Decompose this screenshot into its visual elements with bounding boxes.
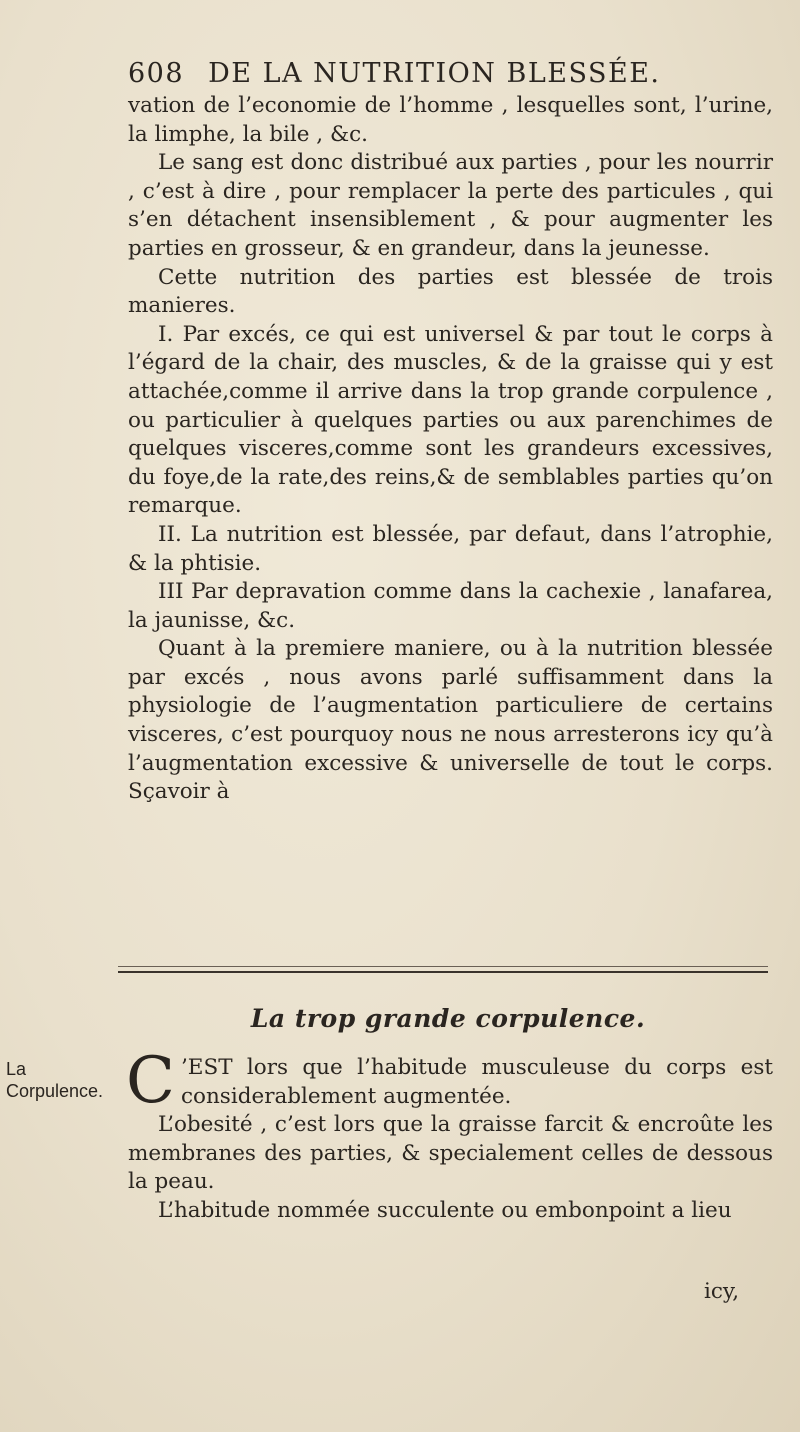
- section-paragraph-obesite: L’obesité , c’est lors que la graisse farcit & encroûte les membranes des parties, & specialement celles de dessous la peau.: [128, 1112, 773, 1195]
- running-title: DE LA NUTRITION BLESSÉE.: [208, 58, 661, 89]
- margin-note: La Corpulence.: [6, 1059, 104, 1101]
- main-text: [128, 92, 773, 807]
- paragraph-continuation: vation de l’economie de l’homme , lesquelles sont, l’urine, la limphe, la bile , &c.: [128, 93, 773, 147]
- drop-cap: C: [126, 1044, 175, 1118]
- paragraph-depravation: III Par depravation comme dans la cachexie , lanafarea, la jaunisse, &c.: [128, 579, 773, 633]
- page-number: 608: [128, 58, 185, 89]
- section-text: [126, 1044, 773, 1226]
- section-paragraph-habitude: L’habitude nommée succulente ou embonpoint a lieu: [158, 1197, 732, 1223]
- paragraph-sang: Le sang est donc distribué aux parties , pour les nourrir , c’est à dire , pour remplacer la perte des particules , qui s’en détachent insensiblement , & pour augmenter les parties en grosseur, & en grandeur, dans la jeunesse.: [128, 150, 773, 261]
- section-paragraph-1-text: ’EST lors que l’habitude musculeuse du corps est considerablement augmentée.: [180, 1055, 773, 1109]
- paragraph-exces: I. Par excés, ce qui est universel & par tout le corps à l’égard de la chair, des muscles, & de la graisse qui y est attachée,comme il arrive dans la trop grande corpulence , ou particulier à quelques parties ou aux parenchimes de quelques visceres,comme sont les grandeurs excessives, du foye,de la rate,des reins,& de semblables parties qu’on remarque.: [128, 321, 773, 519]
- running-header: [128, 58, 768, 89]
- section-paragraph-1: [126, 1044, 773, 1118]
- section-title: La trop grande corpulence.: [250, 1004, 646, 1033]
- paragraph-premiere-maniere: Quant à la premiere maniere, ou à la nutrition blessée par excés , nous avons parlé suffisamment dans la physiologie de l’augmentation particuliere de certains visceres, c’est pourquoy nous ne nous arresterons icy qu’à l’augmentation excessive & universelle de tout le corps. Sçavoir à: [128, 636, 773, 805]
- paragraph-defaut: II. La nutrition est blessée, par defaut, dans l’atrophie, & la phtisie.: [128, 521, 773, 576]
- catchword: icy,: [704, 1279, 740, 1304]
- section-divider: [118, 966, 768, 973]
- paragraph-trois-manieres: Cette nutrition des parties est blessée de trois manieres.: [128, 264, 773, 319]
